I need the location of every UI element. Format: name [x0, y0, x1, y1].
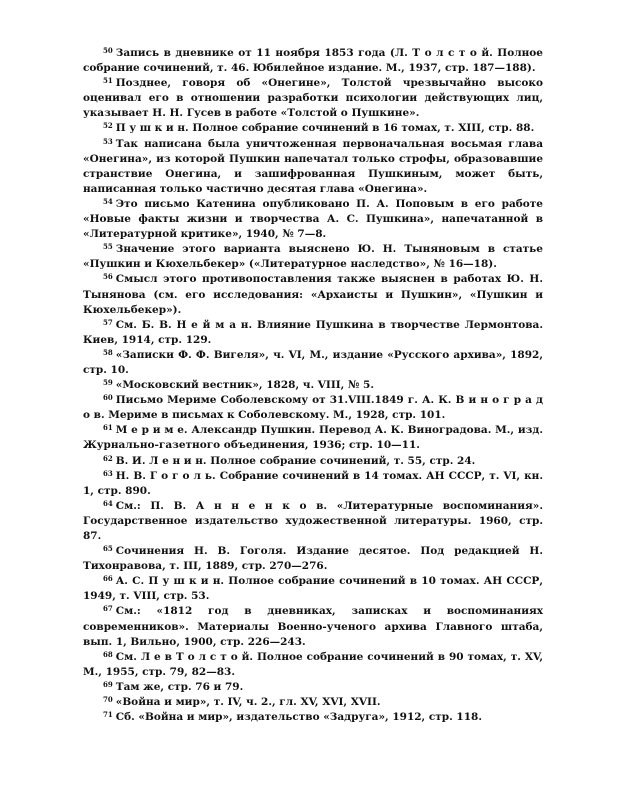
- footnote-text: См. Б. В. Н е й м а н. Влияние Пушкина в творчестве Лермонтова. Киев, 1914, стр. 129.: [83, 318, 543, 346]
- footnote-68: [83, 650, 543, 680]
- footnote-text: «Записки Ф. Ф. Вигеля», ч. VI, М., издание «Русского архива», 1892, стр. 10.: [83, 348, 543, 376]
- footnote-59: [83, 378, 543, 393]
- footnote-55: [83, 242, 543, 272]
- footnote-number: 58: [103, 347, 113, 357]
- footnote-number: 69: [103, 679, 113, 689]
- footnote-69: [83, 680, 543, 695]
- footnote-64: [83, 499, 543, 544]
- footnote-text: Н. В. Г о г о л ь. Собрание сочинений в 14 томах. АН СССР, т. VI, кн. 1, стр. 890.: [83, 469, 543, 497]
- footnote-58: [83, 348, 543, 378]
- footnote-number: 62: [103, 453, 113, 463]
- footnote-number: 70: [103, 695, 113, 705]
- footnote-number: 64: [103, 498, 113, 508]
- footnote-text: Запись в дневнике от 11 ноября 1853 года (Л. Т о л с т о й. Полное собрание сочинений, т. 46. Юбилейное издание. М., 1937, стр. 187—188).: [83, 47, 543, 75]
- footnote-67: [83, 604, 543, 649]
- footnote-number: 60: [103, 393, 113, 403]
- footnote-number: 68: [103, 649, 113, 659]
- footnote-text: Сочинения Н. В. Гоголя. Издание десятое. Под редакцией Н. Тихонравова, т. III, 1889, стр. 270—276.: [83, 545, 543, 573]
- footnote-60: [83, 393, 543, 423]
- footnote-number: 56: [103, 272, 113, 282]
- footnote-text: Сб. «Война и мир», издательство «Задруга», 1912, стр. 118.: [115, 711, 482, 724]
- footnote-number: 52: [103, 121, 113, 131]
- footnote-text: В. И. Л е н и н. Полное собрание сочинений, т. 55, стр. 24.: [115, 454, 476, 467]
- footnote-number: 53: [103, 136, 113, 146]
- footnote-text: Письмо Мериме Соболевскому от 31.VIII.1849 г. А. К. В и н о г р а д о в. Мериме в письмах к Соболевскому. М., 1928, стр. 101.: [83, 394, 543, 422]
- footnotes-page: [83, 46, 543, 725]
- footnote-50: [83, 46, 543, 76]
- footnote-text: Там же, стр. 76 и 79.: [115, 680, 244, 693]
- footnote-57: [83, 318, 543, 348]
- footnote-number: 65: [103, 544, 113, 554]
- footnote-text: Смысл этого противопоставления также выяснен в работах Ю. Н. Тынянова (см. его исследования: «Архаисты и Пушкин», «Пушкин и Кюхельбекер»).: [83, 273, 543, 316]
- footnote-text: Это письмо Катенина опубликовано П. А. Поповым в его работе «Новые факты жизни и творчества А. С. Пушкина», напечатанной в «Литературной критике», 1940, № 7—8.: [83, 197, 543, 241]
- footnote-51: [83, 76, 543, 121]
- footnote-number: 50: [103, 46, 113, 55]
- footnote-71: [83, 710, 543, 725]
- footnote-text: Так написана была уничтоженная первоначальная восьмая глава «Онегина», из которой Пушкин напечатал только строфы, образовавшие странствие Онегина, и зашифрованная Пушкиным, может быть, написанная только частично десятая глава «Онегина».: [83, 137, 543, 195]
- footnote-number: 55: [103, 242, 113, 252]
- footnote-66: [83, 574, 543, 604]
- footnote-number: 59: [103, 378, 113, 388]
- footnote-text: См. Л е в Т о л с т о й. Полное собрание сочинений в 90 томах, т. XV, М., 1955, стр. 79, 82—83.: [83, 650, 543, 678]
- footnote-53: [83, 137, 543, 197]
- footnote-52: [83, 121, 543, 136]
- footnote-62: [83, 454, 543, 469]
- footnote-number: 61: [103, 423, 113, 433]
- footnote-54: [83, 197, 543, 242]
- footnote-number: 66: [103, 574, 113, 584]
- footnote-text: См.: «1812 год в дневниках, записках и воспоминаниях современников». Материалы Военно-ученого архива Главного штаба, вып. 1, Вильно, 1900, стр. 226—243.: [83, 605, 543, 648]
- footnote-number: 54: [103, 196, 113, 206]
- footnote-number: 71: [103, 710, 113, 720]
- footnote-70: [83, 695, 543, 710]
- footnote-text: А. С. П у ш к и н. Полное собрание сочинений в 10 томах. АН СССР, 1949, т. VIII, стр. 53.: [83, 575, 543, 603]
- footnote-number: 67: [103, 604, 113, 614]
- footnote-text: «Война и мир», т. IV, ч. 2., гл. XV, XVI, XVII.: [115, 696, 381, 709]
- footnote-text: М е р и м е. Александр Пушкин. Перевод А. К. Виноградова. М., изд. Журнально-газетного объединения, 1936; стр. 10—11.: [83, 424, 543, 452]
- footnote-61: [83, 423, 543, 453]
- footnote-text: Значение этого варианта выяснено Ю. Н. Тыняновым в статье «Пушкин и Кюхельбекер» («Литературное наследство», № 16—18).: [83, 243, 543, 271]
- footnote-65: [83, 544, 543, 574]
- footnote-text: П у ш к и н. Полное собрание сочинений в 16 томах, т. XIII, стр. 88.: [115, 122, 535, 135]
- footnote-text: «Московский вестник», 1828, ч. VIII, № 5.: [115, 379, 374, 392]
- footnote-56: [83, 272, 543, 317]
- footnote-63: [83, 469, 543, 499]
- footnote-number: 57: [103, 317, 113, 327]
- footnote-text: Позднее, говоря об «Онегине», Толстой чрезвычайно высоко оценивал его в отношении разработки психологии действующих лиц, указывает Н. Н. Гусев в работе «Толстой о Пушкине».: [83, 77, 543, 120]
- footnote-text: См.: П. В. А н н е н к о в. «Литературные воспоминания». Государственное издательство художественной литературы. 1960, стр. 87.: [83, 499, 543, 542]
- footnote-number: 63: [103, 468, 113, 478]
- footnote-number: 51: [103, 76, 113, 86]
